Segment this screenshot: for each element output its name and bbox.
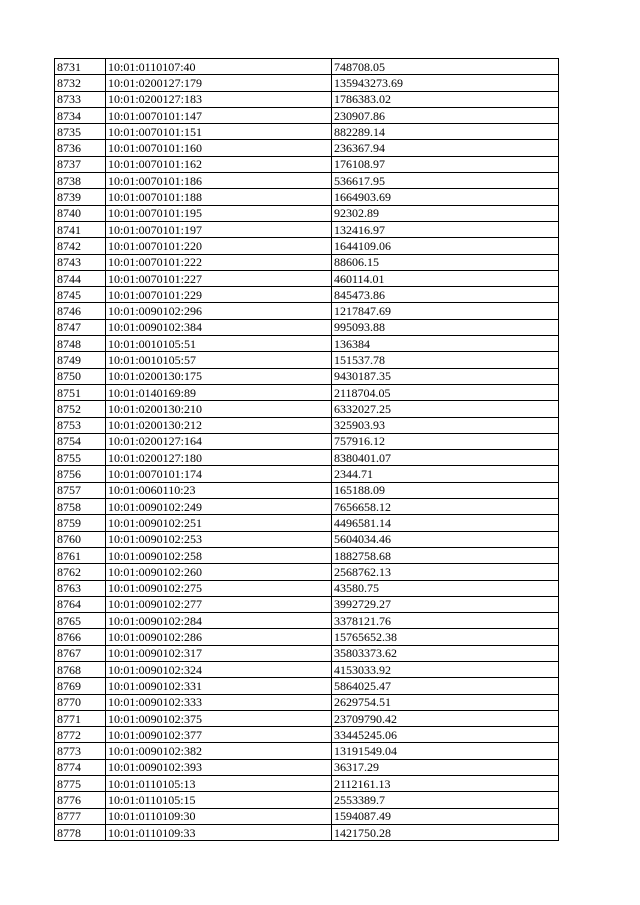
cadastral-number-cell: 10:01:0110105:13: [106, 776, 332, 792]
row-number-cell: 8762: [55, 564, 106, 580]
cadastral-number-cell: 10:01:0070101:197: [106, 221, 332, 237]
value-cell: 165188.09: [332, 482, 559, 498]
row-number-cell: 8759: [55, 515, 106, 531]
value-cell: 36317.29: [332, 759, 559, 775]
cadastral-number-cell: 10:01:0200130:212: [106, 417, 332, 433]
row-number-cell: 8735: [55, 124, 106, 140]
table-row: [55, 352, 559, 368]
value-cell: 92302.89: [332, 205, 559, 221]
cadastral-number-cell: 10:01:0090102:284: [106, 613, 332, 629]
cadastral-number-cell: 10:01:0070101:227: [106, 270, 332, 286]
row-number-cell: 8732: [55, 75, 106, 91]
cadastral-number-cell: 10:01:0090102:296: [106, 303, 332, 319]
table-row: [55, 287, 559, 303]
value-cell: 1594087.49: [332, 808, 559, 824]
row-number-cell: 8753: [55, 417, 106, 433]
row-number-cell: 8766: [55, 629, 106, 645]
row-number-cell: 8771: [55, 710, 106, 726]
value-cell: 2344.71: [332, 466, 559, 482]
row-number-cell: 8774: [55, 759, 106, 775]
cadastral-number-cell: 10:01:0090102:277: [106, 596, 332, 612]
value-cell: 8380401.07: [332, 450, 559, 466]
table-row: [55, 173, 559, 189]
row-number-cell: 8754: [55, 433, 106, 449]
table-row: [55, 482, 559, 498]
value-cell: 1882758.68: [332, 547, 559, 563]
cadastral-number-cell: 10:01:0090102:317: [106, 645, 332, 661]
row-number-cell: 8778: [55, 824, 106, 840]
table-row: [55, 303, 559, 319]
row-number-cell: 8755: [55, 450, 106, 466]
cadastral-number-cell: 10:01:0090102:333: [106, 694, 332, 710]
cadastral-number-cell: 10:01:0090102:253: [106, 531, 332, 547]
row-number-cell: 8749: [55, 352, 106, 368]
cadastral-number-cell: 10:01:0070101:147: [106, 107, 332, 123]
value-cell: 23709790.42: [332, 710, 559, 726]
table-row: [55, 547, 559, 563]
value-cell: 236367.94: [332, 140, 559, 156]
cadastral-number-cell: 10:01:0110109:30: [106, 808, 332, 824]
value-cell: 151537.78: [332, 352, 559, 368]
row-number-cell: 8745: [55, 287, 106, 303]
cadastral-number-cell: 10:01:0090102:384: [106, 319, 332, 335]
value-cell: 3992729.27: [332, 596, 559, 612]
value-cell: 15765652.38: [332, 629, 559, 645]
row-number-cell: 8772: [55, 727, 106, 743]
row-number-cell: 8744: [55, 270, 106, 286]
row-number-cell: 8773: [55, 743, 106, 759]
table-row: [55, 613, 559, 629]
row-number-cell: 8743: [55, 254, 106, 270]
cadastral-number-cell: 10:01:0090102:260: [106, 564, 332, 580]
row-number-cell: 8775: [55, 776, 106, 792]
cadastral-number-cell: 10:01:0070101:162: [106, 156, 332, 172]
table-row: [55, 433, 559, 449]
row-number-cell: 8752: [55, 401, 106, 417]
table-row: [55, 140, 559, 156]
cadastral-number-cell: 10:01:0090102:393: [106, 759, 332, 775]
cadastral-number-cell: 10:01:0200127:164: [106, 433, 332, 449]
cadastral-number-cell: 10:01:0090102:324: [106, 661, 332, 677]
value-cell: 4153033.92: [332, 661, 559, 677]
value-cell: 1664903.69: [332, 189, 559, 205]
table-row: [55, 694, 559, 710]
table-row: [55, 808, 559, 824]
value-cell: 5864025.47: [332, 678, 559, 694]
row-number-cell: 8751: [55, 384, 106, 400]
cadastral-number-cell: 10:01:0090102:375: [106, 710, 332, 726]
table-row: [55, 270, 559, 286]
cadastral-number-cell: 10:01:0070101:229: [106, 287, 332, 303]
table-row: [55, 124, 559, 140]
value-cell: 1786383.02: [332, 91, 559, 107]
cadastral-number-cell: 10:01:0090102:286: [106, 629, 332, 645]
table-row: [55, 776, 559, 792]
value-cell: 132416.97: [332, 221, 559, 237]
row-number-cell: 8739: [55, 189, 106, 205]
value-cell: 2553389.7: [332, 792, 559, 808]
table-row: [55, 254, 559, 270]
row-number-cell: 8769: [55, 678, 106, 694]
cadastral-number-cell: 10:01:0070101:174: [106, 466, 332, 482]
cadastral-number-cell: 10:01:0090102:275: [106, 580, 332, 596]
cadastral-number-cell: 10:01:0090102:377: [106, 727, 332, 743]
value-cell: 995093.88: [332, 319, 559, 335]
table-row: [55, 466, 559, 482]
cadastral-number-cell: 10:01:0070101:186: [106, 173, 332, 189]
table-row: [55, 710, 559, 726]
table-row: [55, 417, 559, 433]
table-row: [55, 792, 559, 808]
table-row: [55, 91, 559, 107]
value-cell: 2629754.51: [332, 694, 559, 710]
row-number-cell: 8731: [55, 59, 106, 75]
cadastral-number-cell: 10:01:0070101:160: [106, 140, 332, 156]
cadastral-number-cell: 10:01:0070101:222: [106, 254, 332, 270]
table-row: [55, 564, 559, 580]
value-cell: 2112161.13: [332, 776, 559, 792]
row-number-cell: 8757: [55, 482, 106, 498]
table-row: [55, 450, 559, 466]
cadastral-number-cell: 10:01:0090102:249: [106, 499, 332, 515]
table-row: [55, 824, 559, 840]
value-cell: 2568762.13: [332, 564, 559, 580]
value-cell: 4496581.14: [332, 515, 559, 531]
value-cell: 1421750.28: [332, 824, 559, 840]
value-cell: 43580.75: [332, 580, 559, 596]
row-number-cell: 8736: [55, 140, 106, 156]
table-row: [55, 531, 559, 547]
table-row: [55, 401, 559, 417]
data-table: [54, 58, 559, 841]
row-number-cell: 8742: [55, 238, 106, 254]
cadastral-number-cell: 10:01:0110109:33: [106, 824, 332, 840]
cadastral-number-cell: 10:01:0140169:89: [106, 384, 332, 400]
value-cell: 136384: [332, 336, 559, 352]
value-cell: 748708.05: [332, 59, 559, 75]
cadastral-number-cell: 10:01:0070101:151: [106, 124, 332, 140]
cadastral-number-cell: 10:01:0200127:179: [106, 75, 332, 91]
table-row: [55, 727, 559, 743]
table-row: [55, 336, 559, 352]
table-row: [55, 499, 559, 515]
value-cell: 325903.93: [332, 417, 559, 433]
cadastral-number-cell: 10:01:0090102:251: [106, 515, 332, 531]
cadastral-number-cell: 10:01:0110105:15: [106, 792, 332, 808]
row-number-cell: 8746: [55, 303, 106, 319]
row-number-cell: 8740: [55, 205, 106, 221]
value-cell: 135943273.69: [332, 75, 559, 91]
row-number-cell: 8770: [55, 694, 106, 710]
table-row: [55, 75, 559, 91]
row-number-cell: 8776: [55, 792, 106, 808]
row-number-cell: 8761: [55, 547, 106, 563]
row-number-cell: 8737: [55, 156, 106, 172]
cadastral-number-cell: 10:01:0200127:183: [106, 91, 332, 107]
table-row: [55, 319, 559, 335]
table-row: [55, 645, 559, 661]
table-row: [55, 743, 559, 759]
table-row: [55, 678, 559, 694]
value-cell: 35803373.62: [332, 645, 559, 661]
value-cell: 5604034.46: [332, 531, 559, 547]
row-number-cell: 8764: [55, 596, 106, 612]
row-number-cell: 8756: [55, 466, 106, 482]
cadastral-number-cell: 10:01:0060110:23: [106, 482, 332, 498]
row-number-cell: 8760: [55, 531, 106, 547]
cadastral-number-cell: 10:01:0070101:220: [106, 238, 332, 254]
row-number-cell: 8767: [55, 645, 106, 661]
cadastral-number-cell: 10:01:0070101:188: [106, 189, 332, 205]
cadastral-number-cell: 10:01:0090102:382: [106, 743, 332, 759]
cadastral-number-cell: 10:01:0200130:175: [106, 368, 332, 384]
cadastral-number-cell: 10:01:0200130:210: [106, 401, 332, 417]
table-row: [55, 205, 559, 221]
cadastral-number-cell: 10:01:0110107:40: [106, 59, 332, 75]
table-row: [55, 580, 559, 596]
value-cell: 536617.95: [332, 173, 559, 189]
cadastral-number-cell: 10:01:0010105:51: [106, 336, 332, 352]
row-number-cell: 8758: [55, 499, 106, 515]
value-cell: 757916.12: [332, 433, 559, 449]
value-cell: 176108.97: [332, 156, 559, 172]
value-cell: 460114.01: [332, 270, 559, 286]
value-cell: 9430187.35: [332, 368, 559, 384]
table-row: [55, 189, 559, 205]
value-cell: 1217847.69: [332, 303, 559, 319]
value-cell: 13191549.04: [332, 743, 559, 759]
cadastral-number-cell: 10:01:0010105:57: [106, 352, 332, 368]
cadastral-number-cell: 10:01:0200127:180: [106, 450, 332, 466]
table-row: [55, 107, 559, 123]
table-row: [55, 221, 559, 237]
table-row: [55, 661, 559, 677]
table-row: [55, 238, 559, 254]
row-number-cell: 8768: [55, 661, 106, 677]
value-cell: 1644109.06: [332, 238, 559, 254]
table-row: [55, 759, 559, 775]
table-row: [55, 156, 559, 172]
value-cell: 845473.86: [332, 287, 559, 303]
table-row: [55, 596, 559, 612]
table-row: [55, 368, 559, 384]
table-row: [55, 59, 559, 75]
row-number-cell: 8733: [55, 91, 106, 107]
value-cell: 3378121.76: [332, 613, 559, 629]
table-row: [55, 384, 559, 400]
row-number-cell: 8750: [55, 368, 106, 384]
value-cell: 6332027.25: [332, 401, 559, 417]
cadastral-number-cell: 10:01:0070101:195: [106, 205, 332, 221]
value-cell: 7656658.12: [332, 499, 559, 515]
table-row: [55, 515, 559, 531]
row-number-cell: 8765: [55, 613, 106, 629]
row-number-cell: 8748: [55, 336, 106, 352]
row-number-cell: 8741: [55, 221, 106, 237]
value-cell: 33445245.06: [332, 727, 559, 743]
value-cell: 882289.14: [332, 124, 559, 140]
cadastral-number-cell: 10:01:0090102:258: [106, 547, 332, 563]
table-body: [55, 59, 559, 841]
value-cell: 230907.86: [332, 107, 559, 123]
row-number-cell: 8734: [55, 107, 106, 123]
value-cell: 2118704.05: [332, 384, 559, 400]
value-cell: 88606.15: [332, 254, 559, 270]
row-number-cell: 8738: [55, 173, 106, 189]
row-number-cell: 8763: [55, 580, 106, 596]
row-number-cell: 8747: [55, 319, 106, 335]
row-number-cell: 8777: [55, 808, 106, 824]
cadastral-number-cell: 10:01:0090102:331: [106, 678, 332, 694]
table-row: [55, 629, 559, 645]
